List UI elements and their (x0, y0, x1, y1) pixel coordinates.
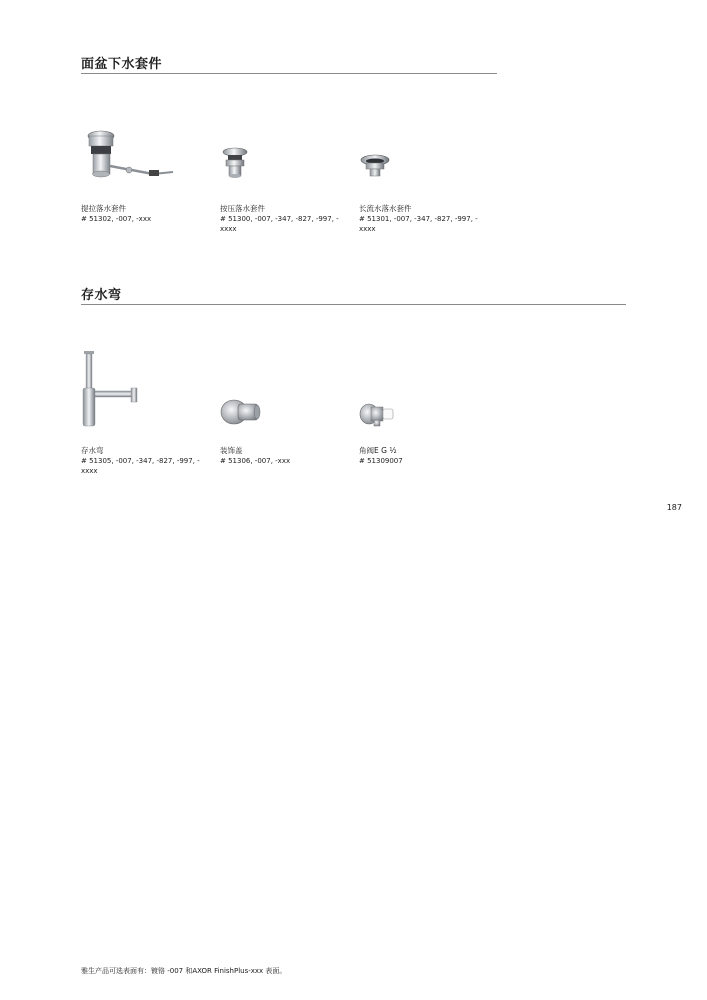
decorative-cover-icon (220, 394, 262, 428)
product-code: # 51305, -007, -347, -827, -997, -xxxx (81, 457, 200, 475)
product-code: # 51302, -007, -xxx (81, 215, 152, 223)
product-code: # 51306, -007, -xxx (220, 457, 291, 465)
page-number: 187 (666, 503, 682, 512)
product-name: 长流水落水套件 (359, 204, 412, 213)
free-flow-waste-cap-icon (359, 152, 393, 180)
section-title-basin-waste: 面盆下水套件 (81, 57, 163, 72)
product-code: # 51309007 (359, 457, 403, 465)
angle-valve-icon (359, 398, 399, 428)
push-open-waste-icon (220, 146, 254, 180)
product-code: # 51301, -007, -347, -827, -997, -xxxx (359, 215, 478, 233)
product-name: 提拉落水套件 (81, 204, 126, 213)
section-divider (81, 304, 626, 305)
product-name: 装饰盖 (220, 446, 243, 455)
product-name: 角阀E G ½ (359, 446, 397, 455)
section-divider (81, 73, 497, 74)
product-name: 存水弯 (81, 446, 104, 455)
bottle-trap-pipe-icon (81, 350, 141, 428)
footer-note: 雅生产品可选表面有：镀铬 -007 和AXOR FinishPlus-xxx 表面。 (81, 967, 287, 975)
pop-up-waste-with-pull-rod-icon (81, 128, 176, 184)
product-code: # 51300, -007, -347, -827, -997, -xxxx (220, 215, 339, 233)
product-name: 按压落水套件 (220, 204, 265, 213)
section-title-trap: 存水弯 (81, 288, 122, 303)
